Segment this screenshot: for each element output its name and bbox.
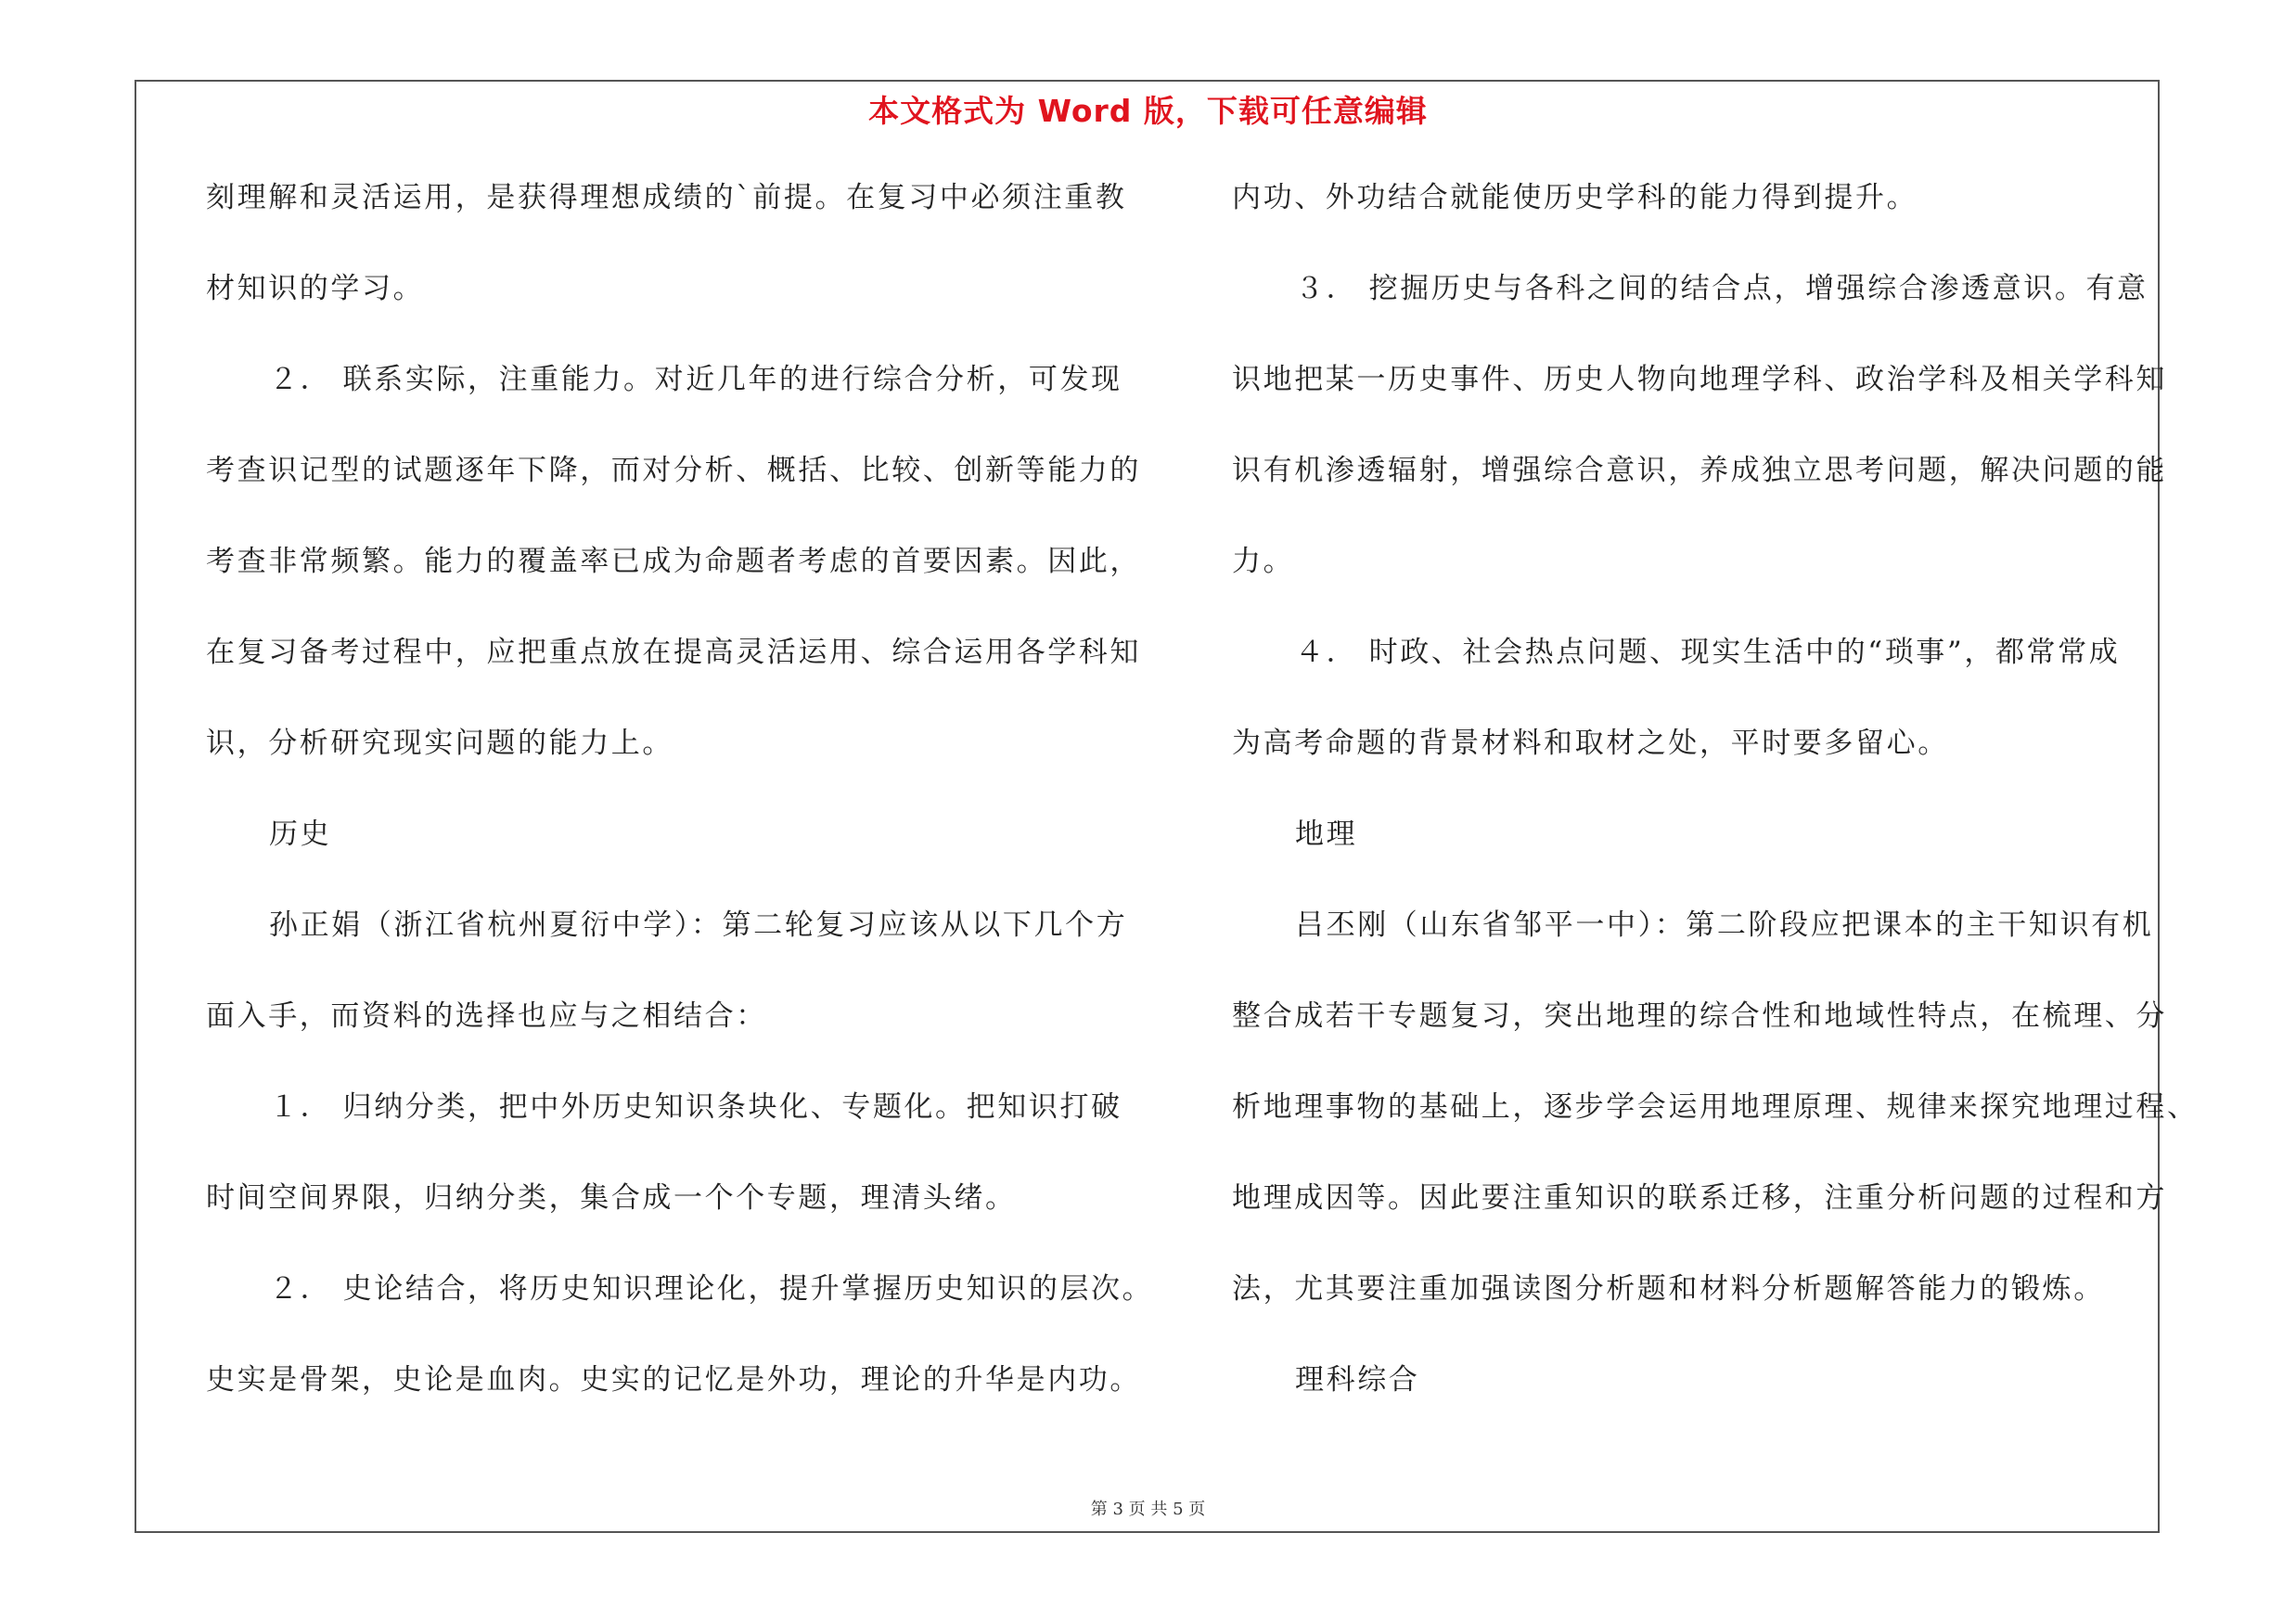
left-line: 面入手，而资料的选择也应与之相结合： [206,999,767,1033]
left-line: 考查识记型的试题逐年下降，而对分析、概括、比较、创新等能力的 [206,454,1141,487]
section-heading-geography: 地理 [1295,818,1358,851]
right-line: 法，尤其要注重加强读图分析题和材料分析题解答能力的锻炼。 [1232,1272,2105,1306]
left-column [206,181,1154,1455]
right-line: 析地理事物的基础上，逐步学会运用地理原理、规律来探究地理过程、 [1232,1090,2199,1124]
right-line: 整合成若干专题复习，突出地理的综合性和地域性特点，在梳理、分 [1232,999,2167,1033]
right-column [1232,181,2199,1455]
left-line: 孙正娟（浙江省杭州夏衍中学）：第二轮复习应该从以下几个方 [269,908,1128,942]
left-line: １． 归纳分类，把中外历史知识条块化、专题化。把知识打破 [269,1090,1122,1124]
left-line: 时间空间界限，归纳分类，集合成一个个专题，理清头绪。 [206,1181,1017,1215]
right-line: ３． 挖掘历史与各科之间的结合点，增强综合渗透意识。有意 [1295,272,2148,305]
right-line: 地理成因等。因此要注重知识的联系迁移，注重分析问题的过程和方 [1232,1181,2167,1215]
left-line: 刻理解和灵活运用，是获得理想成绩的`前提。在复习中必须注重教 [206,181,1127,214]
page-number: 第 3 页 共 5 页 [1090,1500,1206,1519]
right-line: 吕丕刚（山东省邹平一中）：第二阶段应把课本的主干知识有机 [1295,908,2154,942]
right-line: 识有机渗透辐射，增强综合意识，养成独立思考问题，解决问题的能 [1232,454,2167,487]
left-line: ２． 史论结合，将历史知识理论化，提升掌握历史知识的层次。 [269,1272,1154,1306]
right-line: 识地把某一历史事件、历史人物向地理学科、政治学科及相关学科知 [1232,363,2167,396]
section-heading-science: 理科综合 [1295,1363,1420,1397]
left-line: 在复习备考过程中，应把重点放在提高灵活运用、综合运用各学科知 [206,636,1141,669]
right-line: 力。 [1232,545,1295,578]
word-format-notice: 本文格式为 Word 版，下载可任意编辑 [868,93,1428,129]
section-heading-history: 历史 [269,818,332,851]
left-line: 材知识的学习。 [206,272,425,305]
left-line: 识，分析研究现实问题的能力上。 [206,727,673,760]
right-line: 为高考命题的背景材料和取材之处，平时要多留心。 [1232,727,1949,760]
left-line: 史实是骨架，史论是血肉。史实的记忆是外功，理论的升华是内功。 [206,1363,1141,1397]
left-line: ２． 联系实际，注重能力。对近几年的进行综合分析，可发现 [269,363,1122,396]
right-line: 内功、外功结合就能使历史学科的能力得到提升。 [1232,181,1918,214]
right-line: ４． 时政、社会热点问题、现实生活中的“琐事”，都常常成 [1295,636,2121,669]
left-line: 考查非常频繁。能力的覆盖率已成为命题者考虑的首要因素。因此， [206,545,1141,578]
